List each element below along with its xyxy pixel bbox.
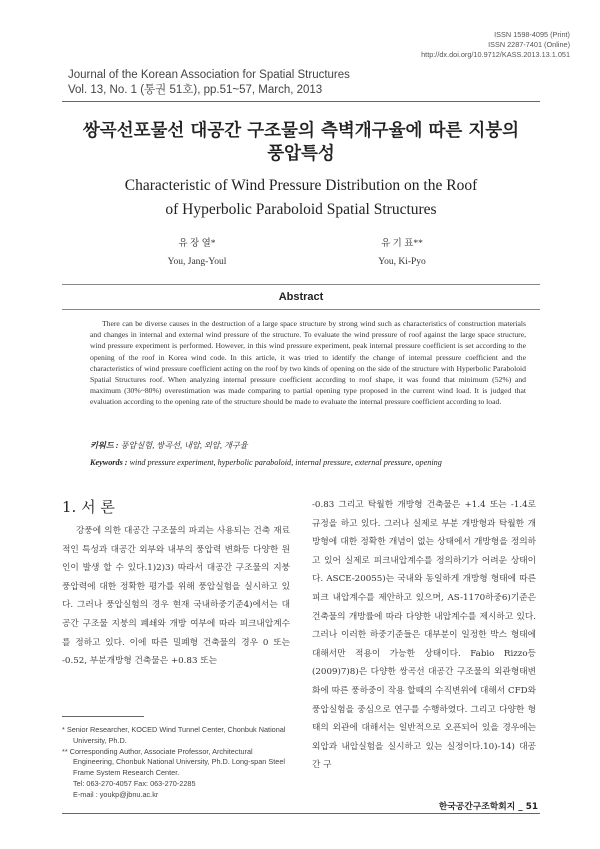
keywords-block	[90, 437, 526, 471]
issn-block	[320, 30, 570, 60]
keywords-korean-text: 풍압실험, 쌍곡선, 내압, 외압, 개구율	[120, 441, 248, 450]
keywords-korean	[90, 437, 526, 454]
doi-link[interactable]: http://dx.doi.org/10.9712/KASS.2013.13.1.051	[421, 50, 570, 59]
journal-name: Journal of the Korean Association for Spatial Structures	[68, 69, 350, 81]
keywords-english	[90, 454, 526, 471]
footnotes	[62, 725, 292, 801]
korean-title-line2: 풍압특성	[267, 144, 335, 164]
header-rule	[62, 101, 540, 102]
footnote-contact-phone: Tel: 063-270-4057 Fax: 063-270-2285	[73, 778, 196, 788]
author-1-korean: 유 장 열*	[178, 239, 216, 249]
footnote-author-2: ** Corresponding Author, Associate Professor, Architectural Engineering, Chonbuk National University, Ph.D. Long-span Steel Frame System Research Center.	[62, 746, 286, 778]
author-1-english: You, Jang-Youl	[167, 257, 227, 267]
author-2	[322, 235, 482, 271]
body-column-1: 강풍에 의한 대공간 구조물의 파괴는 사용되는 건축 재료적인 특성과 대공간 외부와 내부의 풍압력 변화등 다양한 원인이 발생 할 수 있다.1)2)3) 따라서 대공간 구조물의 지붕 풍압력에 대한 정확한 평가를 위해 풍압실험을 실시하고 있다. 그러나 풍압실험의 경우 현재 국내하중기준4)에서는 대공간 구조물 지붕의 폐쇄와 개방 여부에 따라 피크내압계수를 정하고 있다. 이에 따른 밀폐형 건축물의 경우 0 또는 -0.52, 부분개방형 건축물은 +0.83 또는	[62, 526, 290, 667]
page-footer: 한국공간구조학회지 _ 51	[438, 802, 538, 812]
author-1	[117, 235, 277, 271]
korean-title	[62, 120, 540, 166]
author-2-korean: 유 기 표**	[381, 239, 423, 249]
abstract-rule-bottom	[62, 309, 540, 310]
body-column-2: -0.83 그리고 탁월한 개방형 건축물은 +1.4 또는 -1.4로 규정을 하고 있다. 그러나 실제로 부분 개방형과 탁월한 개방형에 대한 정확한 개념이 없는 상태에서 개방형을 정의하고 있어 실제로 피크내압계수를 정의하기가 어려운 상태이다. ASCE-20055)는 국내와 동일하게 개방형 형태에 따른 피크 내압계수를 제안하고 있으며, AS-1170하중6)기준은 건축물의 개방률에 따라 다양한 내압계수를 제시하고 있다. 그러나 이러한 하중기준들은 대부분이 일정한 박스 형태에 대해서만 적용이 가능한 상태이다. Fabio Rizzo등(2009)7)8)은 다양한 쌍곡선 대공간 구조물의 외관형태변화에 따른 풍하중이 작용 할때의 수직변위에 대해서 CFD와 풍압실험을 중심으로 연구를 수행하였다. 그리고 다양한 형태의 외관에 대해서는 일반적으로 오픈되어 있을 경우에는 외압과 내압실험을 실시하고 있는 실정이다.10)-14) 대공간 구	[312, 500, 536, 771]
footnote-contact-email: E-mail : youkp@jbnu.ac.kr	[73, 789, 159, 799]
section-title: 1. 서 론	[62, 498, 115, 516]
english-title-line2: of Hyperbolic Paraboloid Spatial Structures	[165, 201, 437, 218]
abstract-text: There can be diverse causes in the destruction of a large space structure by strong wind such as characteristics of construction materials and changes in internal and external wind pressure of the structure. To evaluate the wind pressure of roof against the large space structure, wind pressure experiment is performed. However, in this wind pressure experiment, peak internal pressure coefficient is set according to the opening of the roof in Korea wind code. In this article, it was tried to identify the change of internal pressure coefficient and the characteristics of wind pressure coefficient acting on the roof by two kinds of opening on the side of the structure with Hyperbolic Paraboloid Spatial Structures roof. When analyzing internal pressure coefficient according to roof shape, it was found that minimum (52%) and maximum (30%~80%) overestimation was made comparing to partial opening type proposed in the current wind load. It is judged that evaluation according to the opening rate of the structure should be made to evaluate the internal pressure coefficient according to load.	[90, 319, 526, 407]
issn-online: ISSN 2287-7401 (Online)	[488, 40, 570, 49]
footnote-author-1: * Senior Researcher, KOCED Wind Tunnel Center, Chonbuk National University, Ph.D.	[62, 725, 286, 745]
abstract-rule-top	[62, 284, 540, 285]
journal-header	[68, 68, 350, 98]
journal-volume: Vol. 13, No. 1 (통권 51호), pp.51~57, March, 2013	[68, 84, 323, 96]
footer-rule	[62, 813, 540, 814]
keywords-english-label: Keywords :	[90, 458, 128, 467]
abstract-heading: Abstract	[278, 291, 324, 303]
keywords-korean-label: 키워드 :	[90, 441, 119, 450]
english-title	[62, 174, 540, 222]
korean-title-line1: 쌍곡선포물선 대공간 구조물의 측벽개구율에 따른 지붕의	[82, 121, 520, 141]
english-title-line1: Characteristic of Wind Pressure Distribution on the Roof	[124, 177, 478, 194]
footnote-rule	[62, 716, 144, 717]
issn-print: ISSN 1598-4095 (Print)	[494, 30, 570, 39]
keywords-english-text: wind pressure experiment, hyperbolic paraboloid, internal pressure, external pressure, opening	[129, 458, 442, 467]
author-2-english: You, Ki-Pyo	[378, 257, 426, 267]
